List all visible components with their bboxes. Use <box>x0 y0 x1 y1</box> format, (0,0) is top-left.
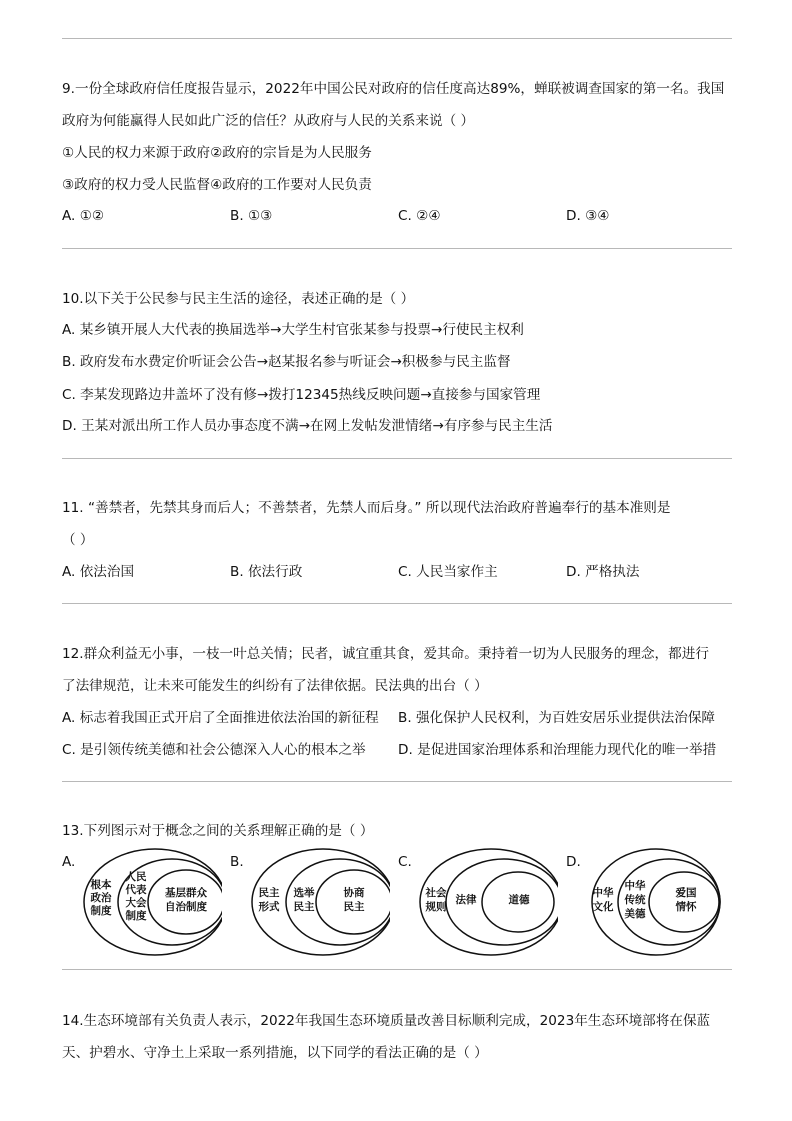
q13-option-b-diagram[interactable] <box>230 844 390 962</box>
q9-stem-line1: 9.一份全球政府信任度报告显示，2022年中国公民对政府的信任度高达89%，蝉联被调查国家的第一名。我国 <box>62 81 725 97</box>
divider <box>62 248 732 249</box>
outer-label: 民主 <box>258 887 280 899</box>
q12-option-a[interactable]: A. 标志着我国正式开启了全面推进依法治国的新征程 <box>62 710 379 726</box>
outer-label: 中华 <box>592 887 614 899</box>
option-label: B. <box>230 854 244 870</box>
outer-label: 政治 <box>90 892 112 904</box>
q9-option-a[interactable]: A. ①② <box>62 208 105 224</box>
q10-option-a[interactable]: A. 某乡镇开展人大代表的换届选举→大学生村官张某参与投票→行使民主权利 <box>62 322 524 338</box>
q10-stem: 10.以下关于公民参与民主生活的途径，表述正确的是（ ） <box>62 291 415 307</box>
q13-stem: 13.下列图示对于概念之间的关系理解正确的是（ ） <box>62 823 374 839</box>
outer-label: 社会 <box>425 887 447 899</box>
q9-option-d[interactable]: D. ③④ <box>566 208 610 224</box>
outer-label: 文化 <box>592 901 614 913</box>
q9-option-b[interactable]: B. ①③ <box>230 208 273 224</box>
q14-stem-line2: 天、护碧水、守净土上采取一系列措施，以下同学的看法正确的是（ ） <box>62 1045 488 1061</box>
q12-option-b[interactable]: B. 强化保护人民权利，为百姓安居乐业提供法治保障 <box>398 710 716 726</box>
middle-label: 大会 <box>125 897 147 909</box>
outer-label: 形式 <box>258 901 280 913</box>
q13-option-d-diagram[interactable] <box>566 844 726 962</box>
option-label: A. <box>62 854 76 870</box>
inner-label: 爱国 <box>675 887 697 899</box>
q11-option-c[interactable]: C. 人民当家作主 <box>398 564 498 580</box>
option-label: D. <box>566 854 581 870</box>
divider <box>62 781 732 782</box>
q11-option-a[interactable]: A. 依法治国 <box>62 564 135 580</box>
outer-label: 规则 <box>425 901 447 913</box>
q9-statement-1-2: ①人民的权力来源于政府②政府的宗旨是为人民服务 <box>62 145 372 161</box>
inner-label: 道德 <box>508 894 530 906</box>
q9-option-c[interactable]: C. ②④ <box>398 208 441 224</box>
q11-stem-line1: 11. “善禁者，先禁其身而后人；不善禁者，先禁人而后身。” 所以现代法治政府普遍奉行的基本准则是 <box>62 500 671 516</box>
middle-label: 人民 <box>125 871 147 883</box>
q11-option-b[interactable]: B. 依法行政 <box>230 564 303 580</box>
outer-label: 制度 <box>90 905 112 917</box>
middle-label: 制度 <box>125 910 147 922</box>
q13-option-c-diagram[interactable] <box>398 844 558 962</box>
q14-stem-line1: 14.生态环境部有关负责人表示，2022年我国生态环境质量改善目标顺利完成，2023年生态环境部将在保蓝 <box>62 1013 711 1029</box>
inner-label: 自治制度 <box>165 901 207 913</box>
q12-option-c[interactable]: C. 是引领传统美德和社会公德深入人心的根本之举 <box>62 742 366 758</box>
divider <box>62 38 732 39</box>
middle-label: 美德 <box>624 908 646 920</box>
q11-option-d[interactable]: D. 严格执法 <box>566 564 640 580</box>
q12-stem-line2: 了法律规范，让未来可能发生的纠纷有了法律依据。民法典的出台（ ） <box>62 678 488 694</box>
middle-label: 选举 <box>293 887 315 899</box>
q11-stem-line2: （ ） <box>62 532 94 548</box>
inner-label: 情怀 <box>675 901 697 913</box>
inner-label: 基层群众 <box>165 887 207 899</box>
middle-label: 传统 <box>624 894 646 906</box>
middle-label: 民主 <box>293 901 315 913</box>
q12-stem-line1: 12.群众利益无小事，一枝一叶总关情；民者，诚宜重其食，爱其命。秉持着一切为人民服务的理念，都进行 <box>62 646 709 662</box>
q10-option-d[interactable]: D. 王某对派出所工作人员办事态度不满→在网上发帖发泄情绪→有序参与民主生活 <box>62 418 553 434</box>
q12-option-d[interactable]: D. 是促进国家治理体系和治理能力现代化的唯一举措 <box>398 742 717 758</box>
option-label: C. <box>398 854 412 870</box>
middle-label: 代表 <box>125 884 147 896</box>
divider <box>62 458 732 459</box>
divider <box>62 969 732 970</box>
outer-label: 根本 <box>90 879 112 891</box>
divider <box>62 603 732 604</box>
middle-label: 中华 <box>624 880 646 892</box>
q9-statement-3-4: ③政府的权力受人民监督④政府的工作要对人民负责 <box>62 177 372 193</box>
middle-label: 法律 <box>455 894 477 906</box>
q13-option-a-diagram[interactable] <box>62 844 222 962</box>
q10-option-b[interactable]: B. 政府发布水费定价听证会公告→赵某报名参与听证会→积极参与民主监督 <box>62 354 511 370</box>
q9-stem-line2: 政府为何能赢得人民如此广泛的信任？从政府与人民的关系来说（ ） <box>62 113 475 129</box>
inner-label: 协商 <box>343 887 365 899</box>
q10-option-c[interactable]: C. 李某发现路边井盖坏了没有修→拨打12345热线反映问题→直接参与国家管理 <box>62 387 541 403</box>
inner-label: 民主 <box>343 901 365 913</box>
